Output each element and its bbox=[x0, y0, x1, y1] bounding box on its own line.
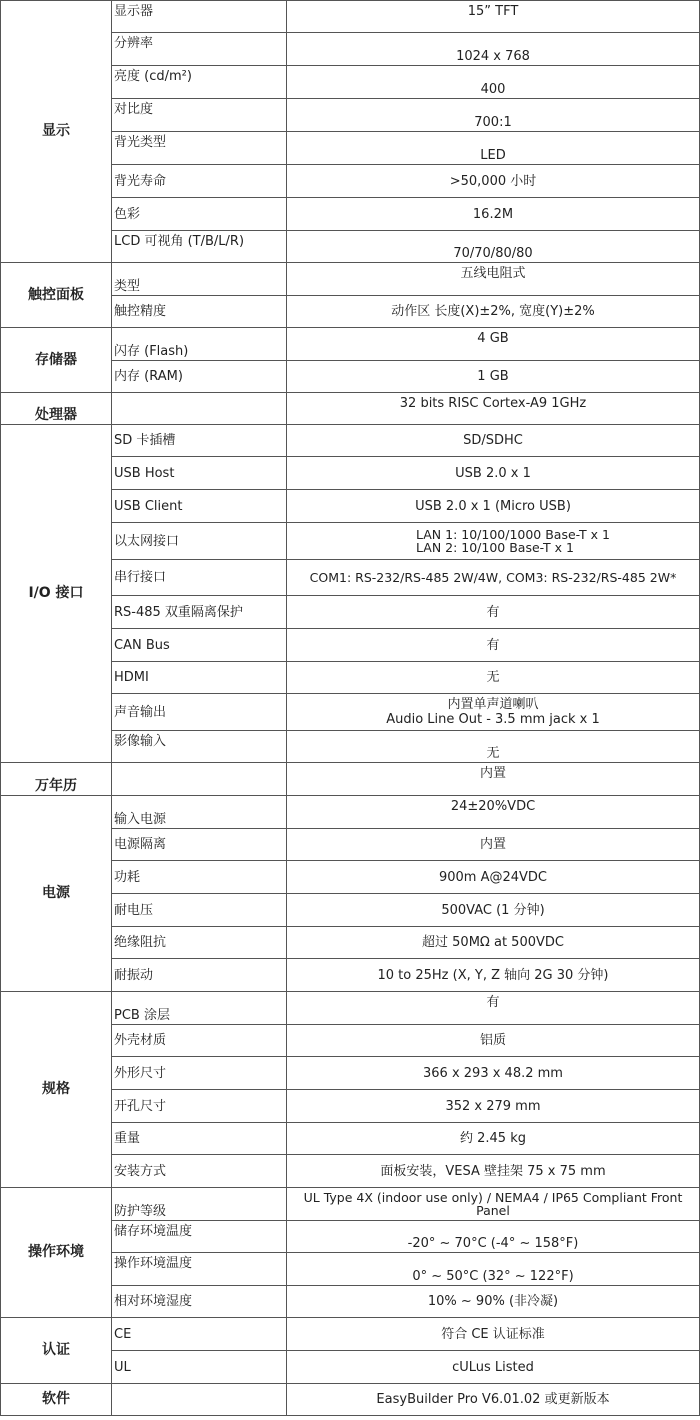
row-label: PCB 涂层 bbox=[112, 992, 287, 1025]
row-value: 内置 bbox=[287, 829, 700, 861]
row-value: 1024 x 768 bbox=[287, 33, 700, 66]
row-label: 耐电压 bbox=[112, 894, 287, 927]
row-value: 10 to 25Hz (X, Y, Z 轴向 2G 30 分钟) bbox=[287, 959, 700, 992]
row-label bbox=[112, 763, 287, 796]
row-label: 防护等级 bbox=[112, 1188, 287, 1221]
row-label: 分辨率 bbox=[112, 33, 287, 66]
table-row bbox=[1, 263, 700, 296]
row-label: USB Client bbox=[112, 490, 287, 523]
row-value-line: LAN 2: 10/100 Base-T x 1 bbox=[416, 540, 574, 555]
row-value: 铝质 bbox=[287, 1025, 700, 1057]
row-label: HDMI bbox=[112, 662, 287, 694]
row-label: LCD 可视角 (T/B/L/R) bbox=[112, 231, 287, 263]
category-io: I/O 接口 bbox=[1, 425, 112, 763]
category-rtc: 万年历 bbox=[1, 763, 112, 796]
row-value-line: UL Type 4X (indoor use only) / NEMA4 / IP65 Compliant Front bbox=[303, 1190, 683, 1205]
row-value: 900m A@24VDC bbox=[287, 861, 700, 894]
table-row bbox=[1, 393, 700, 425]
row-label: 开孔尺寸 bbox=[112, 1090, 287, 1123]
row-value: 无 bbox=[287, 662, 700, 694]
table-row bbox=[1, 1384, 700, 1416]
row-value: SD/SDHC bbox=[287, 425, 700, 457]
row-value: LED bbox=[287, 132, 700, 165]
row-value-line: Audio Line Out - 3.5 mm jack x 1 bbox=[386, 712, 600, 727]
row-value: EasyBuilder Pro V6.01.02 或更新版本 bbox=[287, 1384, 700, 1416]
row-value: 符合 CE 认证标准 bbox=[287, 1318, 700, 1351]
row-label: 内存 (RAM) bbox=[112, 361, 287, 393]
row-value-multiline bbox=[287, 523, 700, 560]
row-label: RS-485 双重隔离保护 bbox=[112, 596, 287, 629]
table-row bbox=[1, 1188, 700, 1221]
row-label: CE bbox=[112, 1318, 287, 1351]
row-label: 触控精度 bbox=[112, 296, 287, 328]
row-value: 4 GB bbox=[287, 328, 700, 361]
row-value: 24±20%VDC bbox=[287, 796, 700, 829]
category-env: 操作环境 bbox=[1, 1188, 112, 1318]
row-value: 有 bbox=[287, 992, 700, 1025]
row-label: UL bbox=[112, 1351, 287, 1384]
category-cpu: 处理器 bbox=[1, 393, 112, 425]
row-label: 输入电源 bbox=[112, 796, 287, 829]
row-value: 动作区 长度(X)±2%, 宽度(Y)±2% bbox=[287, 296, 700, 328]
row-value: 有 bbox=[287, 629, 700, 662]
row-label: 背光寿命 bbox=[112, 165, 287, 198]
row-value: 无 bbox=[287, 731, 700, 763]
row-label: 类型 bbox=[112, 263, 287, 296]
row-label: 显示器 bbox=[112, 1, 287, 33]
row-value-line: 内置单声道喇叭 bbox=[447, 697, 539, 712]
row-label: 储存环境温度 bbox=[112, 1221, 287, 1253]
row-value: 32 bits RISC Cortex-A9 1GHz bbox=[287, 393, 700, 425]
row-value: 0° ~ 50°C (32° ~ 122°F) bbox=[287, 1253, 700, 1286]
row-value: 内置 bbox=[287, 763, 700, 796]
table-row bbox=[1, 992, 700, 1025]
row-label bbox=[112, 393, 287, 425]
row-label: 亮度 (cd/m²) bbox=[112, 66, 287, 99]
category-software: 软件 bbox=[1, 1384, 112, 1416]
row-value-line: LAN 1: 10/100/1000 Base-T x 1 bbox=[416, 527, 610, 542]
row-value-multiline bbox=[287, 1188, 700, 1221]
row-label: 外形尺寸 bbox=[112, 1057, 287, 1090]
row-label: 功耗 bbox=[112, 861, 287, 894]
row-value: USB 2.0 x 1 bbox=[287, 457, 700, 490]
table-row bbox=[1, 328, 700, 361]
row-label: 对比度 bbox=[112, 99, 287, 132]
table-row bbox=[1, 796, 700, 829]
row-label: 以太网接口 bbox=[112, 523, 287, 560]
row-label: 声音输出 bbox=[112, 694, 287, 731]
row-label: 外壳材质 bbox=[112, 1025, 287, 1057]
row-value: 面板安装，VESA 壁挂架 75 x 75 mm bbox=[287, 1155, 700, 1188]
row-label: 闪存 (Flash) bbox=[112, 328, 287, 361]
row-value: -20° ~ 70°C (-4° ~ 158°F) bbox=[287, 1221, 700, 1253]
row-value: cULus Listed bbox=[287, 1351, 700, 1384]
row-label: 影像输入 bbox=[112, 731, 287, 763]
row-label: 电源隔离 bbox=[112, 829, 287, 861]
row-value: 700:1 bbox=[287, 99, 700, 132]
row-value: 1 GB bbox=[287, 361, 700, 393]
row-label: CAN Bus bbox=[112, 629, 287, 662]
row-label: 串行接口 bbox=[112, 560, 287, 596]
table-row bbox=[1, 425, 700, 457]
table-row bbox=[1, 763, 700, 796]
row-label: 耐振动 bbox=[112, 959, 287, 992]
row-label: USB Host bbox=[112, 457, 287, 490]
row-label: 相对环境湿度 bbox=[112, 1286, 287, 1318]
row-label: 操作环境温度 bbox=[112, 1253, 287, 1286]
category-cert: 认证 bbox=[1, 1318, 112, 1384]
category-display: 显示 bbox=[1, 1, 112, 263]
row-value: >50,000 小时 bbox=[287, 165, 700, 198]
row-value: 352 x 279 mm bbox=[287, 1090, 700, 1123]
row-value: COM1: RS-232/RS-485 2W/4W, COM3: RS-232/RS-485 2W* bbox=[287, 560, 700, 596]
table-row bbox=[1, 1318, 700, 1351]
category-power: 电源 bbox=[1, 796, 112, 992]
row-value: USB 2.0 x 1 (Micro USB) bbox=[287, 490, 700, 523]
category-spec: 规格 bbox=[1, 992, 112, 1188]
row-value: 超过 50MΩ at 500VDC bbox=[287, 927, 700, 959]
row-label bbox=[112, 1384, 287, 1416]
row-value: 500VAC (1 分钟) bbox=[287, 894, 700, 927]
row-label: 重量 bbox=[112, 1123, 287, 1155]
row-value: 366 x 293 x 48.2 mm bbox=[287, 1057, 700, 1090]
row-value-multiline bbox=[287, 694, 700, 731]
row-value: 有 bbox=[287, 596, 700, 629]
row-value: 16.2M bbox=[287, 198, 700, 231]
row-value: 15” TFT bbox=[287, 1, 700, 33]
table-row bbox=[1, 1, 700, 33]
row-value: 约 2.45 kg bbox=[287, 1123, 700, 1155]
row-label: 安装方式 bbox=[112, 1155, 287, 1188]
row-value: 400 bbox=[287, 66, 700, 99]
row-label: 绝缘阻抗 bbox=[112, 927, 287, 959]
row-value: 五线电阻式 bbox=[287, 263, 700, 296]
row-value: 10% ~ 90% (非冷凝) bbox=[287, 1286, 700, 1318]
row-label: 背光类型 bbox=[112, 132, 287, 165]
row-label: 色彩 bbox=[112, 198, 287, 231]
row-value-line: Panel bbox=[476, 1203, 510, 1218]
category-touch: 触控面板 bbox=[1, 263, 112, 328]
row-value: 70/70/80/80 bbox=[287, 231, 700, 263]
category-memory: 存储器 bbox=[1, 328, 112, 393]
row-label: SD 卡插槽 bbox=[112, 425, 287, 457]
